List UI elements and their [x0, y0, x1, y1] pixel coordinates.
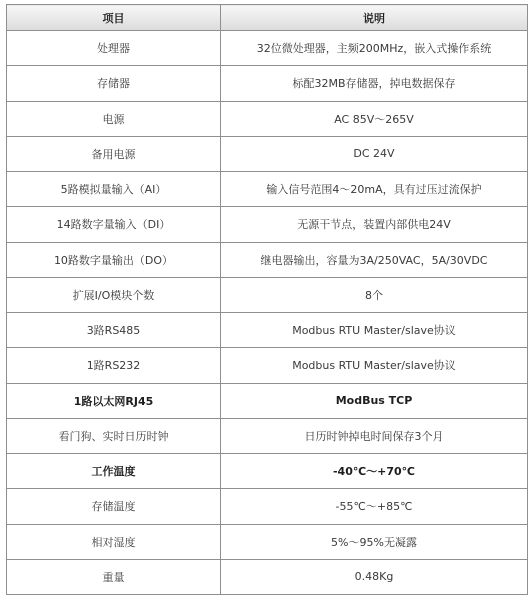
- table-row: [7, 489, 528, 524]
- description-cell: Modbus RTU Master/slave协议: [221, 348, 528, 383]
- description-cell: Modbus RTU Master/slave协议: [221, 313, 528, 348]
- item-cell: 电源: [7, 101, 221, 136]
- description-cell: 继电器输出，容量为3A/250VAC，5A/30VDC: [221, 242, 528, 277]
- item-cell: 处理器: [7, 31, 221, 66]
- description-cell: DC 24V: [221, 136, 528, 171]
- table-row: [7, 242, 528, 277]
- item-cell: 存储器: [7, 66, 221, 101]
- description-cell: 0.48Kg: [221, 559, 528, 594]
- table-row: [7, 277, 528, 312]
- description-cell: 8个: [221, 277, 528, 312]
- column-header-item: 项目: [7, 5, 221, 31]
- description-cell: AC 85V～265V: [221, 101, 528, 136]
- item-cell: 3路RS485: [7, 313, 221, 348]
- table-row: [7, 66, 528, 101]
- column-header-description: 说明: [221, 5, 528, 31]
- table-row: [7, 348, 528, 383]
- item-cell: 相对湿度: [7, 524, 221, 559]
- spec-table: [6, 4, 528, 595]
- description-cell: 标配32MB存储器，掉电数据保存: [221, 66, 528, 101]
- description-cell: -40℃～+70℃: [221, 454, 528, 489]
- item-cell: 存储温度: [7, 489, 221, 524]
- item-cell: 看门狗、实时日历时钟: [7, 418, 221, 453]
- description-cell: 无源干节点，装置内部供电24V: [221, 207, 528, 242]
- description-cell: 日历时钟掉电时间保存3个月: [221, 418, 528, 453]
- description-cell: 输入信号范围4～20mA，具有过压过流保护: [221, 172, 528, 207]
- description-cell: 32位微处理器，主频200MHz，嵌入式操作系统: [221, 31, 528, 66]
- item-cell: 14路数字量输入（DI）: [7, 207, 221, 242]
- item-cell: 扩展I/O模块个数: [7, 277, 221, 312]
- table-row: [7, 559, 528, 594]
- table-row: [7, 383, 528, 418]
- table-header: [7, 5, 528, 31]
- table-row: [7, 313, 528, 348]
- table-row: [7, 524, 528, 559]
- item-cell: 10路数字量输出（DO）: [7, 242, 221, 277]
- description-cell: ModBus TCP: [221, 383, 528, 418]
- table-row: [7, 207, 528, 242]
- description-cell: 5%～95%无凝露: [221, 524, 528, 559]
- table-row: [7, 454, 528, 489]
- item-cell: 1路RS232: [7, 348, 221, 383]
- description-cell: -55℃～+85℃: [221, 489, 528, 524]
- item-cell: 重量: [7, 559, 221, 594]
- table-row: [7, 172, 528, 207]
- table-row: [7, 418, 528, 453]
- header-row: [7, 5, 528, 31]
- item-cell: 工作温度: [7, 454, 221, 489]
- table-body: [7, 31, 528, 595]
- item-cell: 备用电源: [7, 136, 221, 171]
- table-row: [7, 31, 528, 66]
- item-cell: 1路以太网RJ45: [7, 383, 221, 418]
- table-row: [7, 101, 528, 136]
- item-cell: 5路模拟量输入（AI）: [7, 172, 221, 207]
- table-row: [7, 136, 528, 171]
